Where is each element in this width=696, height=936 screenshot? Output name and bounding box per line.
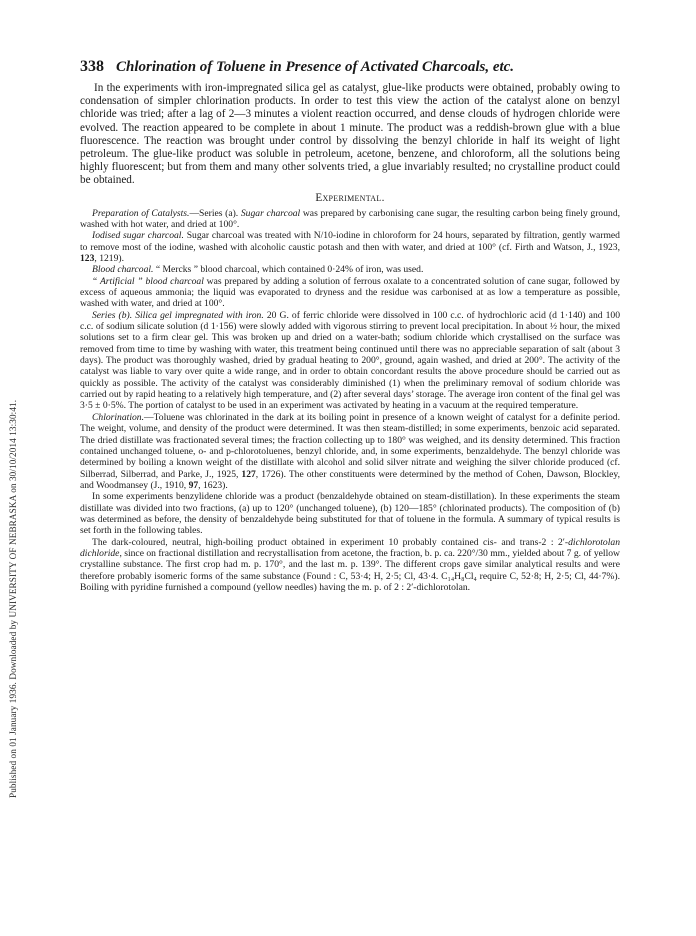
chlorination-volume-2: 97 (188, 479, 199, 491)
artificial-text: was prepared by adding a solution of ferrous oxalate to a concentrated solution of cane sugar, followed by excess of aqueous ammonia; the liquid was evaporated to dryness and the residue was carbonised at as low a temperature as possible, washed with water, and dried at 100°. (80, 275, 620, 310)
paragraph-artificial (80, 276, 620, 310)
chlorination-end: , 1623). (198, 479, 228, 491)
paragraph-benzylidene: In some experiments benzylidene chloride was a product (benzaldehyde obtained on steam-distillation). In these experiments the steam distillate was divided into two fractions, (a) up to 120° (unchanged toluene), (b) 120—185° (chlorinated products). The composition of (b) was determined as before, the density of benzaldehyde being substituted for that of toluene in the formula. A summary of typical results is set forth in the following tables. (80, 491, 620, 537)
chlorination-mid: , 1726). The other constituents were determined by the method of Cohen, Dawson, Blockley, and Woodmansey (J., 1910, (80, 468, 620, 491)
blood-charcoal-label: Blood charcoal. (92, 264, 154, 276)
series-b-text: 20 G. of ferric chloride were dissolved in 100 c.c. of hydrochloric acid (d 1·140) and 100 c.c. of sodium silicate solution (d 1·156) were slowly added with vigorous stirring to prevent local precipitation. In about ½ hour, the mixed solutions set to a firm clear gel. This was broken up and dried on a water-bath; sodium chloride which crystallised on the surface was removed from time to time by washing with water, this treatment being continued until there was no appreciable separation of salt (about 3 days). The product was thoroughly washed, dried by gradual heating to 200°, ground, again washed, and dried at 200°. The activity of the catalyst was liable to vary over quite a wide range, and in order to obtain concordant results the above procedure should be carried out as quickly as possible. The activity of the catalyst was considerably diminished (1) when the preliminary removal of sodium chloride was carried out by rapid heating to a relatively high temperature, and (2) after several days’ storage. The average iron content of the final gel was 3·5 ± 0·5%. The portion of catalyst to be used in an experiment was activated by heating in a vacuum at the required temperature. (80, 309, 621, 412)
paragraph-chlorination (80, 412, 620, 491)
dark-product-text-1: The dark-coloured, neutral, high-boiling product obtained in experiment 10 probably contained cis- and trans-2 : 2′- (92, 536, 569, 548)
running-head (80, 58, 620, 76)
paragraph-dark-product (80, 537, 620, 594)
iodised-label: Iodised sugar charcoal. (92, 230, 184, 242)
running-title: Chlorination of Toluene in Presence of Activated Charcoals, etc. (116, 59, 515, 75)
chlorination-text: —Toluene was chlorinated in the dark at its boiling point in presence of a known weight of catalyst for a definite period. The weight, volume, and density of the product were determined. It was then steam-distilled; in some experiments, benzoic acid separated. The dried distillate was fractionated several times; the fraction collecting up to 180° was weighed, and its density determined. This fraction contained unchanged toluene, o- and p-chlorotoluenes, benzyl chloride, and, in some experiments, benzaldehyde. The benzyl chloride was determined by boiling a known weight of the distillate with alcohol and solid silver nitrate and weighing the silver chloride produced (cf. Silberrad, Silberrad, and Parke, J., 1925, (80, 411, 620, 480)
chlorination-label: Chlorination. (92, 411, 144, 423)
dark-product-italic: dichlorotolan dichloride (80, 536, 620, 559)
page-body (80, 58, 620, 593)
chlorination-volume-1: 127 (241, 468, 256, 480)
series-b-label: Series (b). (92, 309, 136, 321)
artificial-label: “ Artificial ” blood charcoal (92, 275, 204, 287)
download-stamp-text: Published on 01 January 1936. Downloaded by UNIVERSITY OF NEBRASKA on 30/10/2014 13:30:41. (8, 399, 18, 798)
dark-product-text-2: , since on fractional distillation and recrystallisation from acetone, the fraction, b. p. ca. 220°/30 mm., yielded about 7 g. of yellow crystalline substance. The first crop had m. p. 170°, and the last m. p. 139°. The different crops gave similar analytical results and were therefore probably isomeric forms of the same substance (Found : C, 53·4; H, 2·5; Cl, 43·4. C₁₄H₈Cl₄ require C, 52·8; H, 2·5; Cl, 44·7%). Boiling with pyridine furnished a compound (yellow needles) having the m. p. of 2 : 2′-dichlorotolan. (80, 547, 620, 593)
page-number: 338 (80, 58, 104, 75)
paragraph-iodised (80, 230, 620, 264)
iodised-volume: 123 (80, 253, 95, 264)
download-stamp (6, 148, 20, 798)
preparation-label: Preparation of Catalysts. (92, 207, 190, 219)
series-b-title: Silica gel impregnated with iron. (135, 309, 264, 321)
intro-paragraph: In the experiments with iron-impregnated silica gel as catalyst, glue-like products were obtained, probably owing to condensation of simpler chlorination products. In order to test this view the action of the catalyst alone on benzyl chloride was tried; after a lag of 2—3 minutes a violent reaction occurred, and dense clouds of hydrogen chloride were evolved. The reaction appeared to be complete in about 1 minute. The product was a reddish-brown glue with a blue fluorescence. The reaction was brought under control by dissolving the benzyl chloride in half its weight of light petroleum. The glue-like product was soluble in petroleum, acetone, benzene, and chloroform, all the solutions being highly fluorescent; but from them and many other solvents tried, a glue invariably resulted; no crystalline product could be obtained. (80, 82, 620, 187)
paragraph-preparation (80, 208, 620, 231)
series-a-label: —Series (a). (189, 207, 241, 219)
section-heading: Experimental. (315, 191, 385, 204)
paragraph-series-b (80, 310, 620, 412)
iodised-text: Sugar charcoal was treated with N/10-iodine in chloroform for 24 hours, separated by filtration, gently warmed to remove most of the iodine, washed with alcoholic caustic potash and then with water, and dried at 100° (cf. Firth and Watson, J., 1923, (80, 230, 620, 253)
blood-charcoal-text: “ Mercks ” blood charcoal, which contained 0·24% of iron, was used. (153, 264, 424, 276)
paragraph-blood-charcoal (80, 264, 620, 275)
sugar-charcoal-label: Sugar charcoal (240, 207, 301, 219)
preparation-text: was prepared by carbonising cane sugar, the resulting carbon being finely ground, washed with hot water, and dried at 100°. (80, 207, 621, 230)
iodised-end: , 1219). (94, 253, 124, 264)
